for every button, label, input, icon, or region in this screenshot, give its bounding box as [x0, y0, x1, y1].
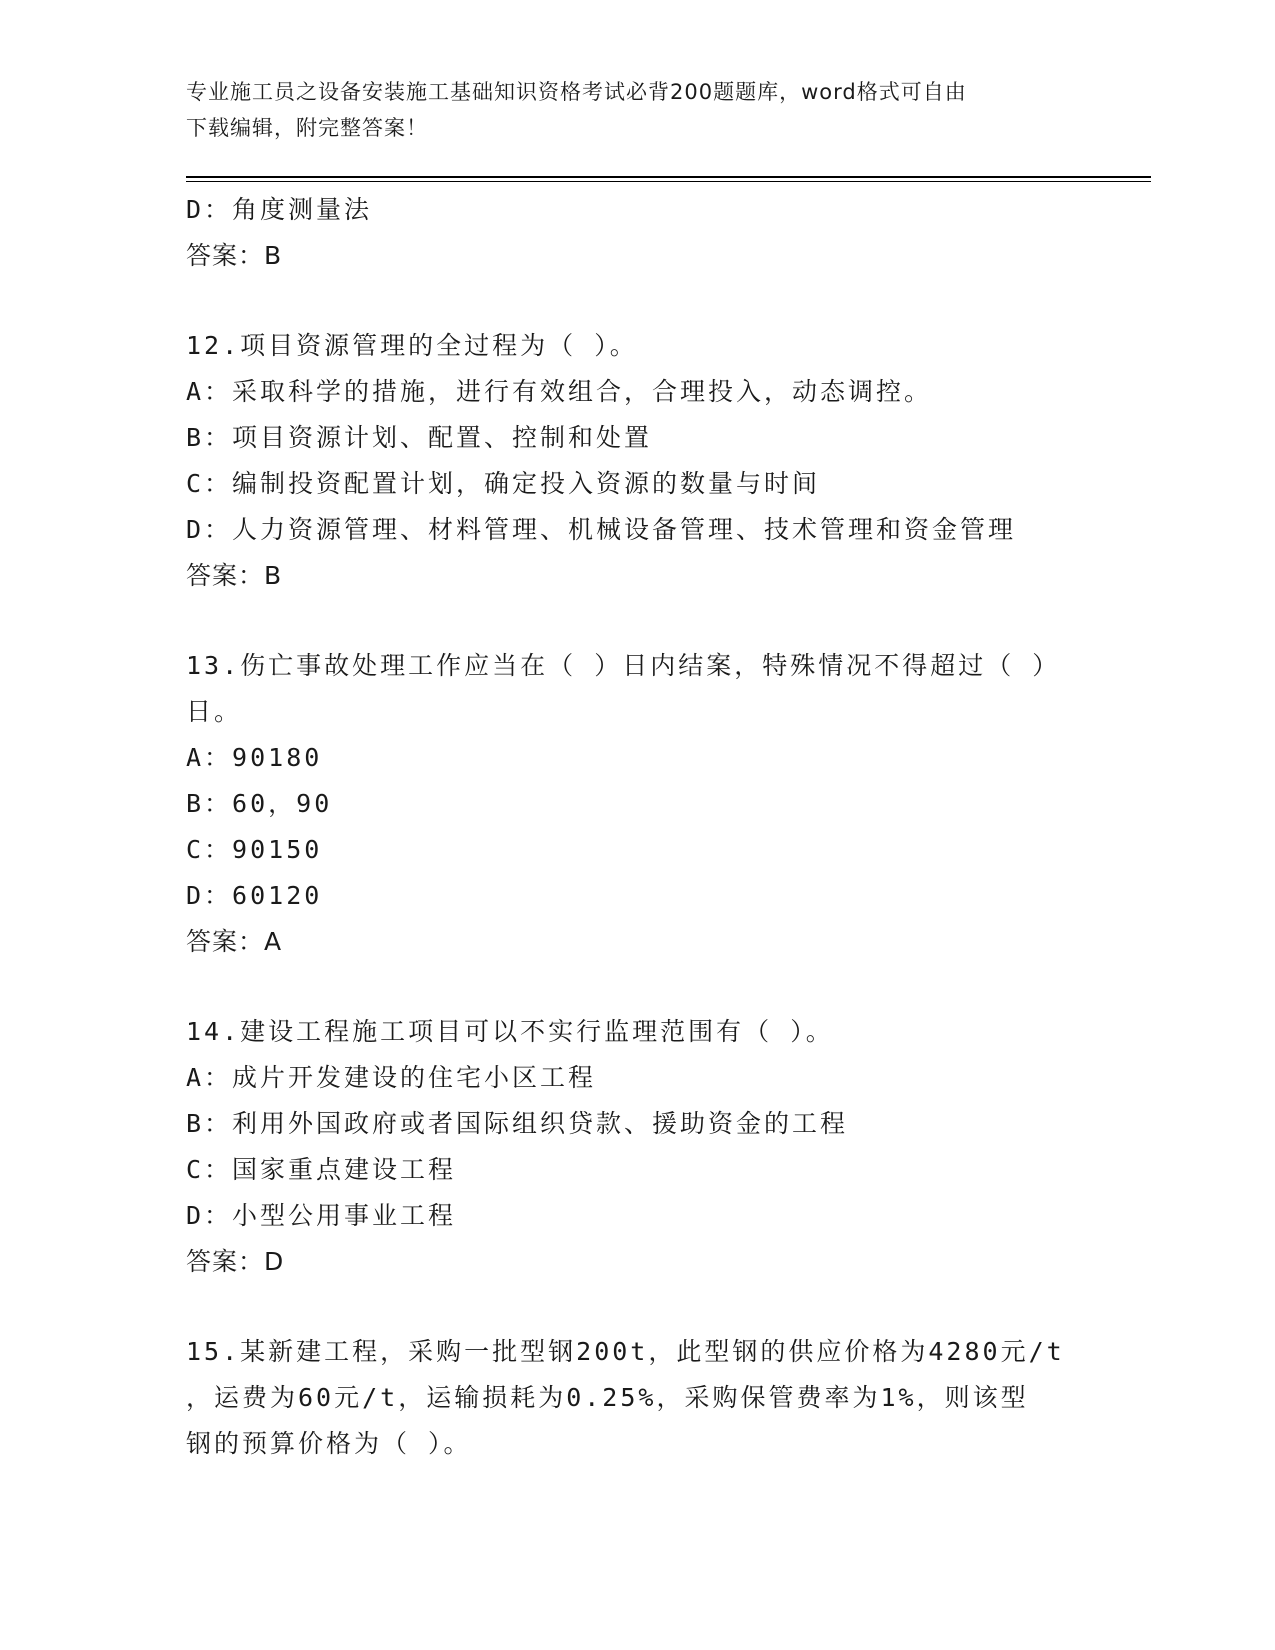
q15-stem-line-2: ，运费为60元/t，运输损耗为0.25%，采购保管费率为1%，则该型 — [186, 1383, 1029, 1412]
q12-option-a: A：采取科学的措施，进行有效组合，合理投入，动态调控。 — [186, 377, 933, 406]
header-line-1: 专业施工员之设备安装施工基础知识资格考试必背200题题库，word格式可自由 — [186, 80, 967, 104]
q11-answer: 答案：B — [186, 241, 283, 270]
q13-stem-line-1: 13.伤亡事故处理工作应当在（ ）日内结案，特殊情况不得超过（ ） — [186, 651, 1061, 680]
q13-option-b: B：60，90 — [186, 789, 333, 818]
header-divider-thin — [186, 181, 1151, 182]
q12-option-c: C：编制投资配置计划，确定投入资源的数量与时间 — [186, 469, 821, 498]
q14-stem: 14.建设工程施工项目可以不实行监理范围有（ ）。 — [186, 1017, 834, 1046]
spacer — [186, 599, 1086, 643]
q13-answer: 答案：A — [186, 927, 283, 956]
q11-option-d: D：角度测量法 — [186, 195, 373, 224]
q14-option-a: A：成片开发建设的住宅小区工程 — [186, 1063, 597, 1092]
spacer — [186, 1285, 1086, 1329]
q14-option-c: C：国家重点建设工程 — [186, 1155, 457, 1184]
q13-option-d: D：60120 — [186, 881, 323, 910]
question-list — [186, 187, 1086, 1467]
q12-answer: 答案：B — [186, 561, 283, 590]
q14-answer: 答案：D — [186, 1247, 285, 1276]
q12-option-b: B：项目资源计划、配置、控制和处置 — [186, 423, 653, 452]
q12-option-d: D：人力资源管理、材料管理、机械设备管理、技术管理和资金管理 — [186, 515, 1017, 544]
spacer — [186, 279, 1086, 323]
q15-stem-line-3: 钢的预算价格为（ ）。 — [186, 1429, 472, 1458]
q15-stem-line-1: 15.某新建工程，采购一批型钢200t，此型钢的供应价格为4280元/t — [186, 1337, 1065, 1366]
q14-option-d: D：小型公用事业工程 — [186, 1201, 457, 1230]
q13-option-a: A：90180 — [186, 743, 323, 772]
q13-stem-line-2: 日。 — [186, 697, 243, 726]
spacer — [186, 965, 1086, 1009]
document-header — [186, 74, 1086, 146]
q13-option-c: C：90150 — [186, 835, 323, 864]
q14-option-b: B：利用外国政府或者国际组织贷款、援助资金的工程 — [186, 1109, 849, 1138]
header-line-2: 下载编辑，附完整答案！ — [186, 116, 428, 140]
q12-stem: 12.项目资源管理的全过程为（ ）。 — [186, 331, 638, 360]
header-divider-thick — [186, 176, 1151, 178]
